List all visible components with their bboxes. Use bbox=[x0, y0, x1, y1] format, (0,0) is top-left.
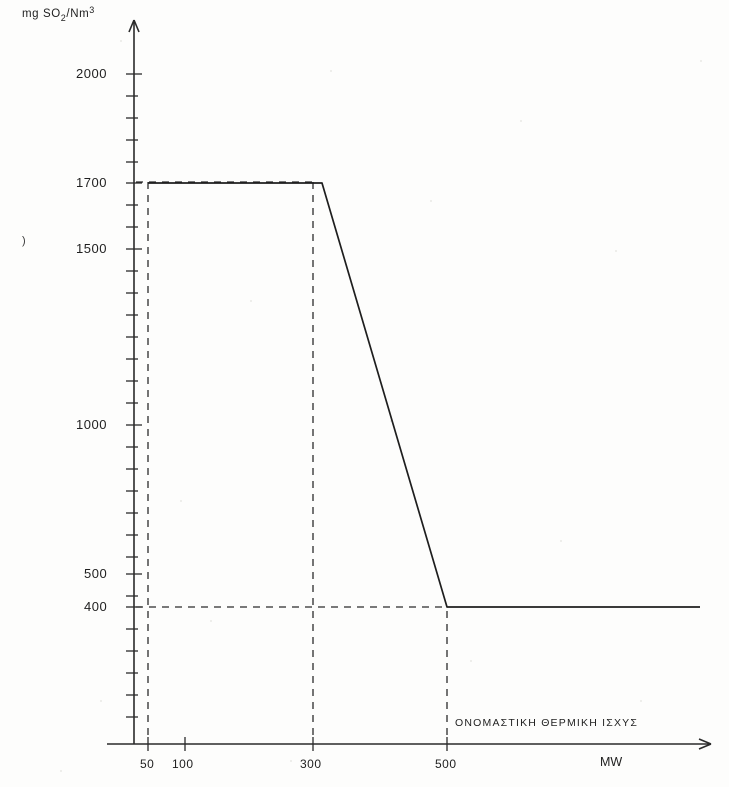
y-tick-label-1500: 1500 bbox=[76, 241, 107, 256]
x-tick-label-300: 300 bbox=[300, 757, 322, 771]
y-tick-label-2000: 2000 bbox=[76, 66, 107, 81]
x-tick-label-100: 100 bbox=[172, 757, 194, 771]
stray-ink-mark: ) bbox=[22, 235, 26, 247]
y-tick-label-500: 500 bbox=[84, 566, 108, 581]
y-unit-sup: 3 bbox=[89, 5, 95, 15]
data-series-so2-limit bbox=[148, 183, 700, 607]
x-tick-label-500: 500 bbox=[435, 757, 457, 771]
y-tick-label-1000: 1000 bbox=[76, 417, 107, 432]
x-axis-caption: ΟΝΟΜΑΣΤΙΚΗ ΘΕΡΜΙΚΗ ΙΣΧΥΣ bbox=[455, 717, 639, 729]
y-unit-rest: /Nm bbox=[66, 8, 90, 20]
x-tick-label-50: 50 bbox=[140, 757, 155, 771]
y-axis bbox=[129, 20, 139, 744]
x-axis bbox=[107, 739, 711, 749]
y-tick-label-400: 400 bbox=[84, 599, 108, 614]
y-unit-main: mg SO bbox=[22, 8, 61, 20]
y-unit-sub: 2 bbox=[60, 13, 67, 23]
svg-text:mg SO2/Nm3 bbox=[22, 5, 95, 23]
y-tick-label-1700: 1700 bbox=[76, 175, 107, 190]
x-axis-unit-label: MW bbox=[600, 755, 623, 769]
y-axis-unit-label bbox=[22, 5, 95, 23]
guide-lines bbox=[136, 182, 447, 735]
